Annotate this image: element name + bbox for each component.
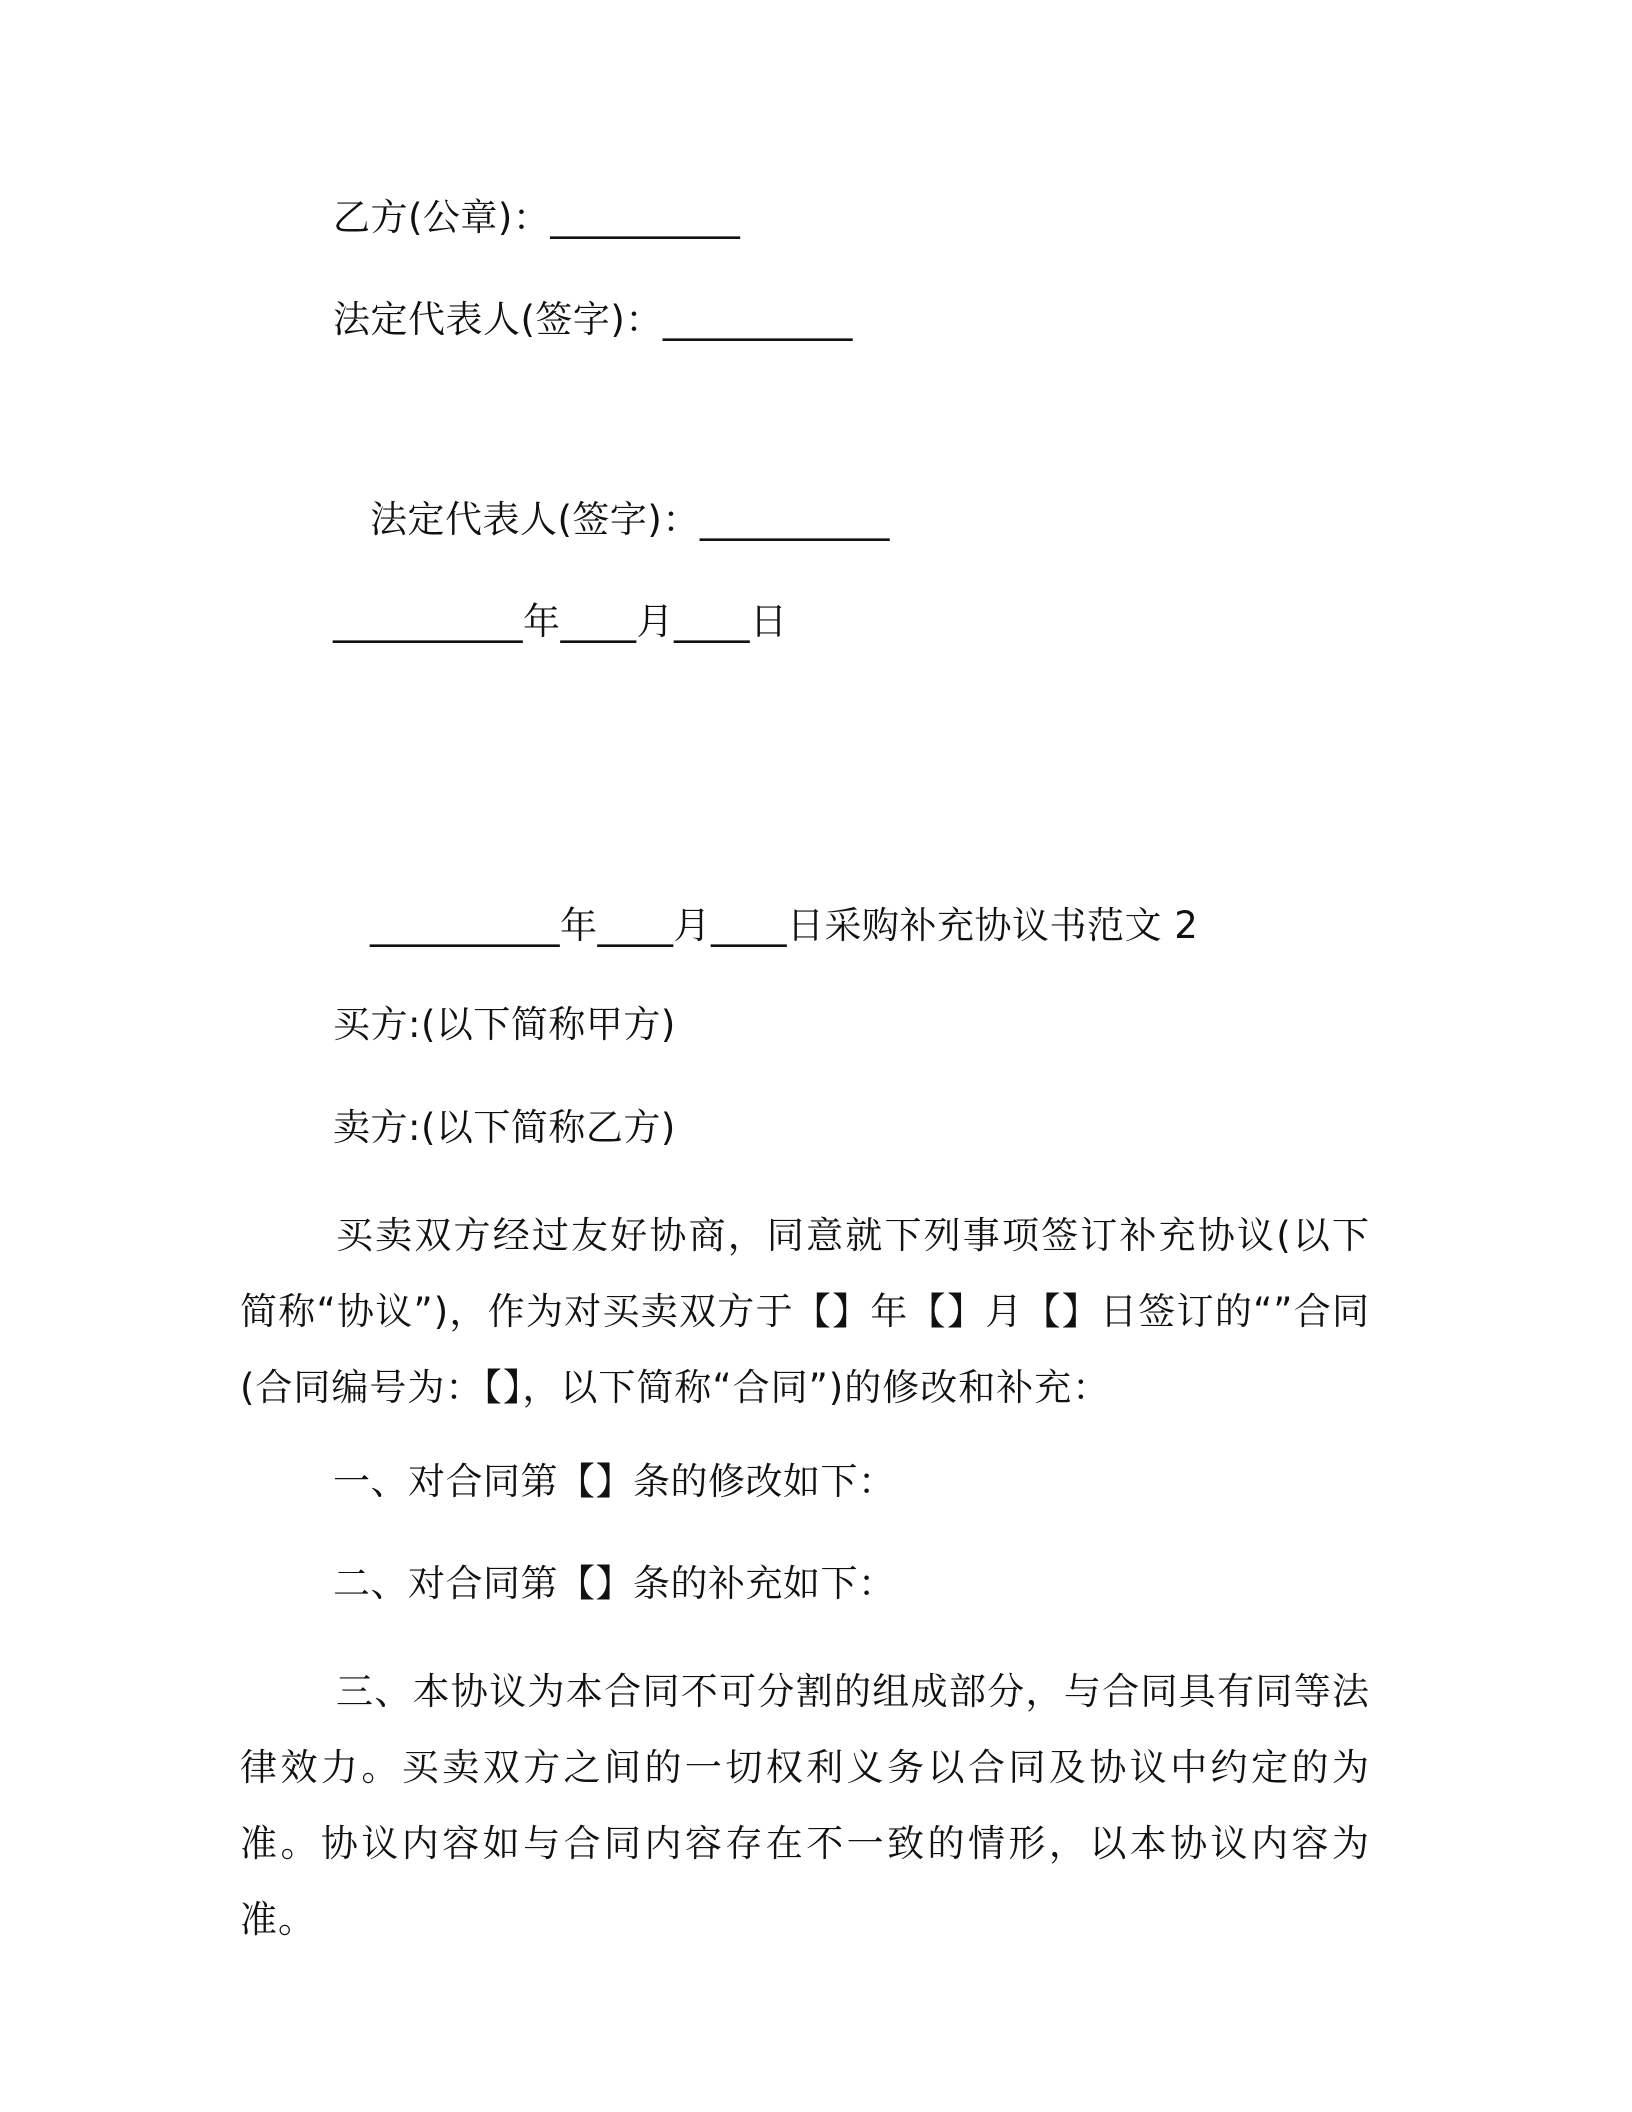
party-b-seal-line: 乙方(公章)：__________ [333,196,741,239]
seller-line: 卖方:(以下简称乙方) [333,1106,676,1149]
signing-date-line: __________年____月____日 [333,600,788,643]
document-title: __________年____月____日采购补充协议书范文 2 [370,904,1199,947]
clause-3-paragraph: 三、本协议为本合同不可分割的组成部分，与合同具有同等法律效力。买卖双方之间的一切权利义务以合同及协议中约定的为准。协议内容如与合同内容存在不一致的情形，以本协议内容为准。 [240,1670,1370,1941]
buyer-line: 买方:(以下简称甲方) [333,1003,676,1046]
legal-representative-line-2: 法定代表人(签字)：__________ [370,498,890,541]
legal-representative-line: 法定代表人(签字)：__________ [333,298,853,341]
clause-2: 二、对合同第【】条的补充如下： [333,1562,896,1605]
intro-paragraph: 买卖双方经过友好协商，同意就下列事项签订补充协议(以下简称“协议”)，作为对买卖双方于【】年【】月【】日签订的“”合同(合同编号为：【】，以下简称“合同”)的修改和补充： [240,1214,1370,1409]
clause-1: 一、对合同第【】条的修改如下： [333,1460,896,1503]
